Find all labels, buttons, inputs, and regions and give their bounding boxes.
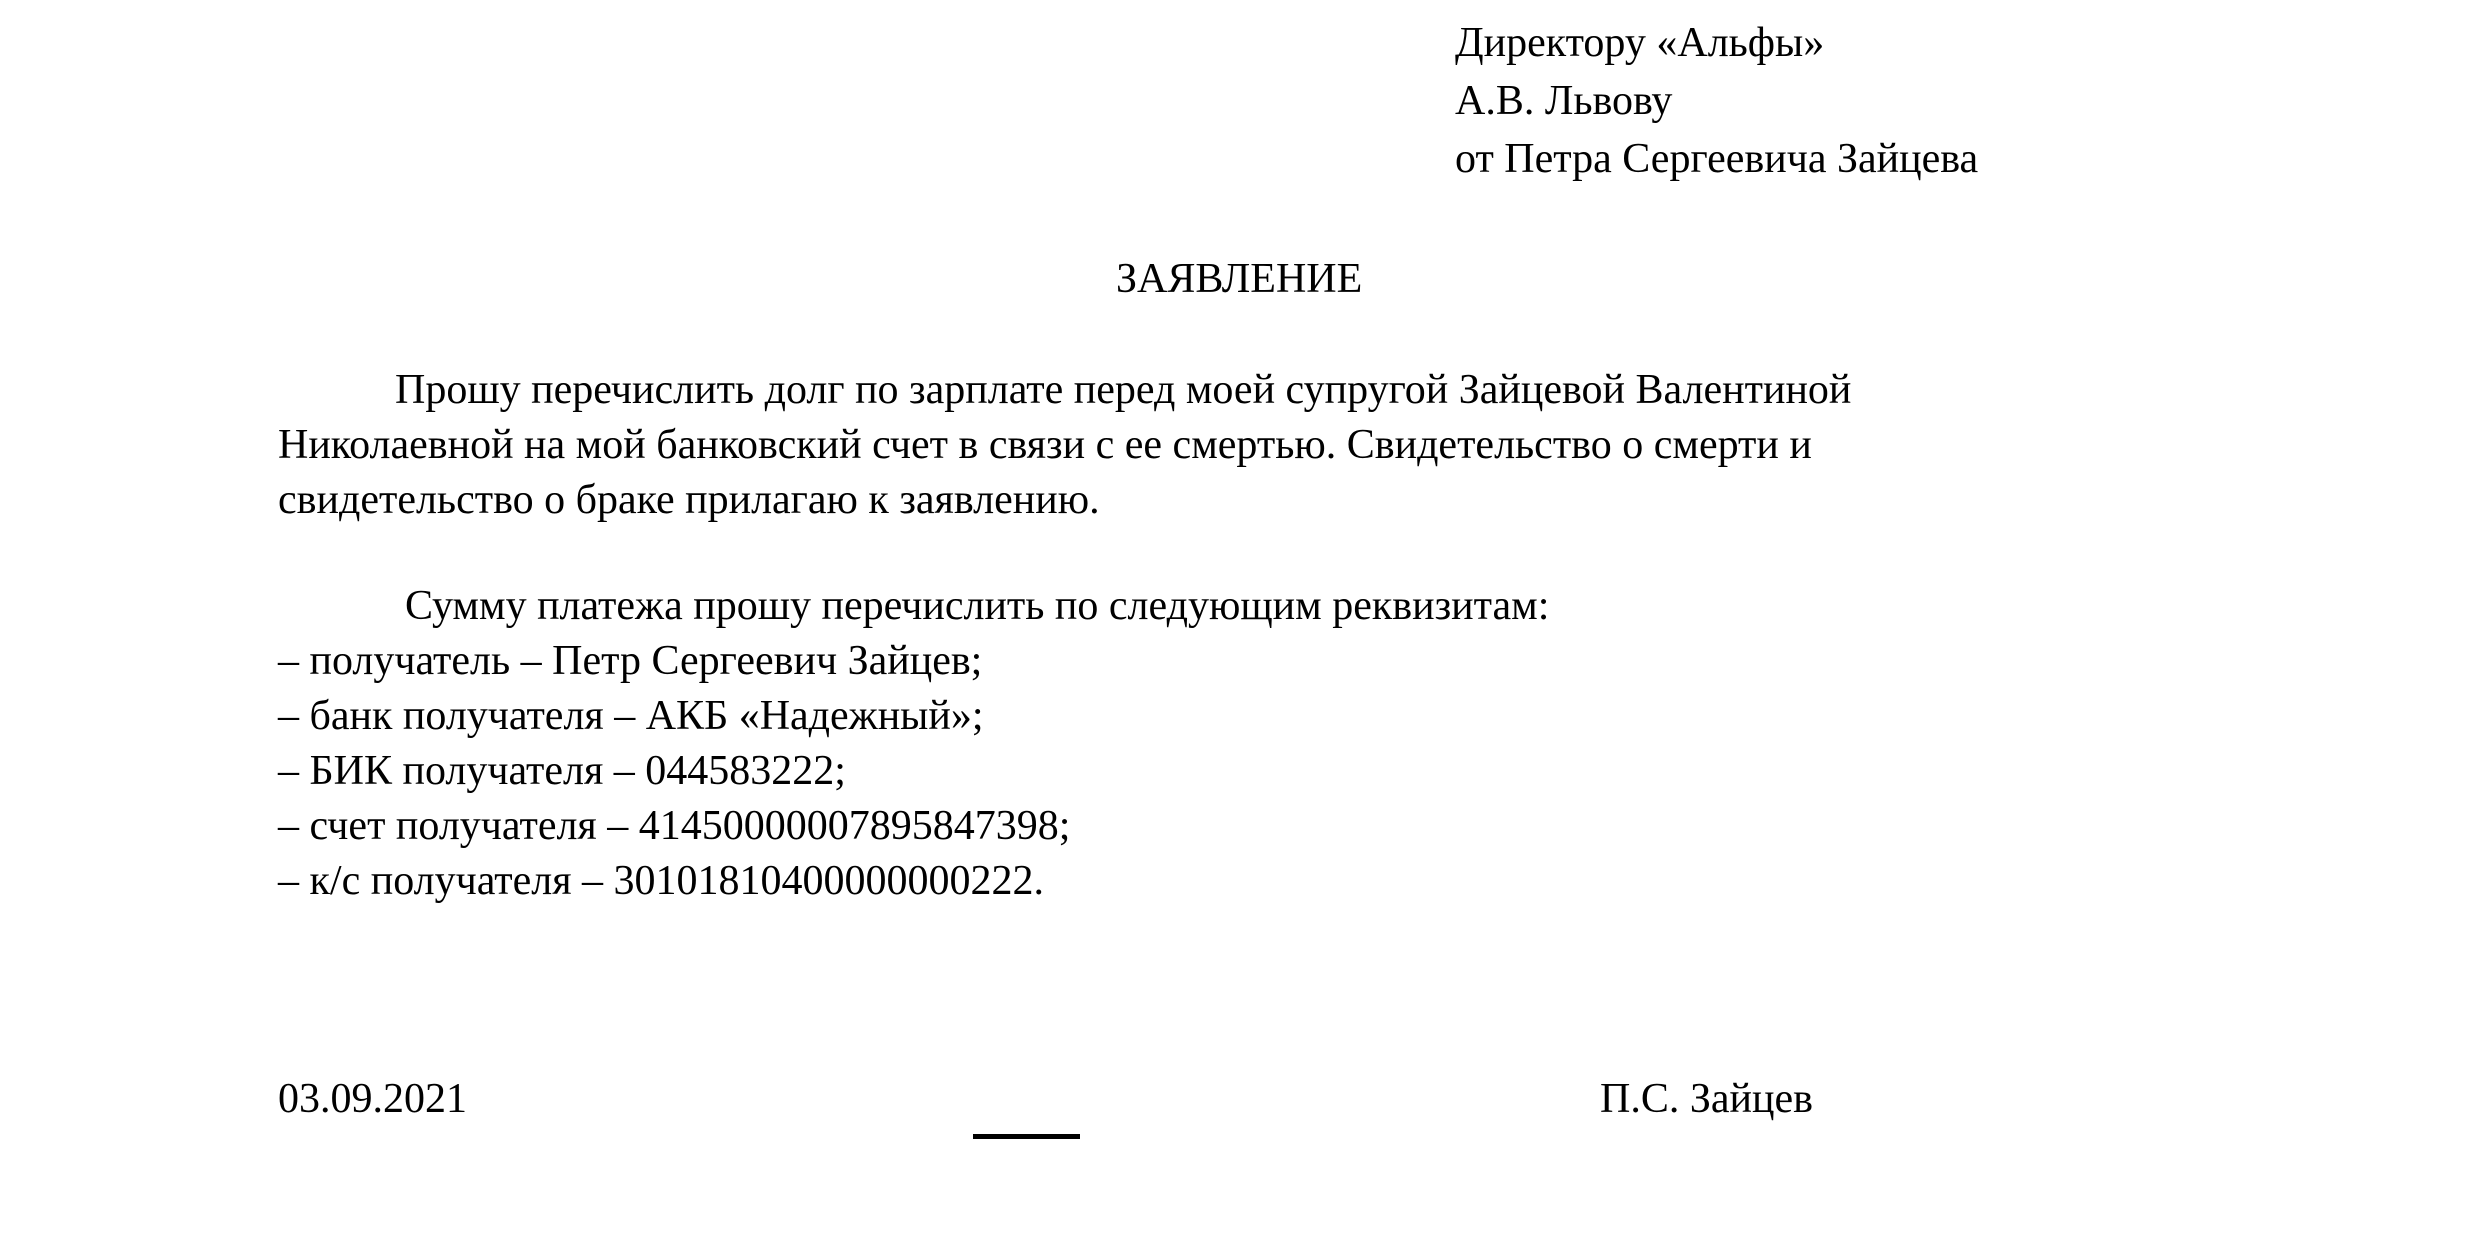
requisite-recipient: – получатель – Петр Сергеевич Зайцев; — [278, 638, 983, 684]
paragraph-line: Николаевной на мой банковский счет в связи с ее смертью. Свидетельство о смерти и — [278, 422, 1812, 468]
requisite-bik: – БИК получателя – 044583222; — [278, 748, 846, 794]
document-date: 03.09.2021 — [278, 1076, 467, 1122]
requisite-account: – счет получателя – 41450000007895847398; — [278, 803, 1071, 849]
requisite-correspondent-account: – к/с получателя – 30101810400000000222. — [278, 858, 1045, 904]
addressee-name: А.В. Львову — [1455, 78, 1673, 124]
signature-line — [973, 1134, 1080, 1139]
signature-name: П.С. Зайцев — [1600, 1076, 1813, 1122]
requisites-intro: Сумму платежа прошу перечислить по следующим реквизитам: — [405, 583, 1550, 629]
sender-name: от Петра Сергеевича Зайцева — [1455, 136, 1979, 182]
paragraph-line: Прошу перечислить долг по зарплате перед моей супругой Зайцевой Валентиной — [395, 367, 1852, 413]
document-title: ЗАЯВЛЕНИЕ — [1116, 256, 1363, 302]
paragraph-line: свидетельство о браке прилагаю к заявлению. — [278, 477, 1100, 523]
addressee-position: Директору «Альфы» — [1455, 20, 1825, 66]
requisite-bank: – банк получателя – АКБ «Надежный»; — [278, 693, 984, 739]
